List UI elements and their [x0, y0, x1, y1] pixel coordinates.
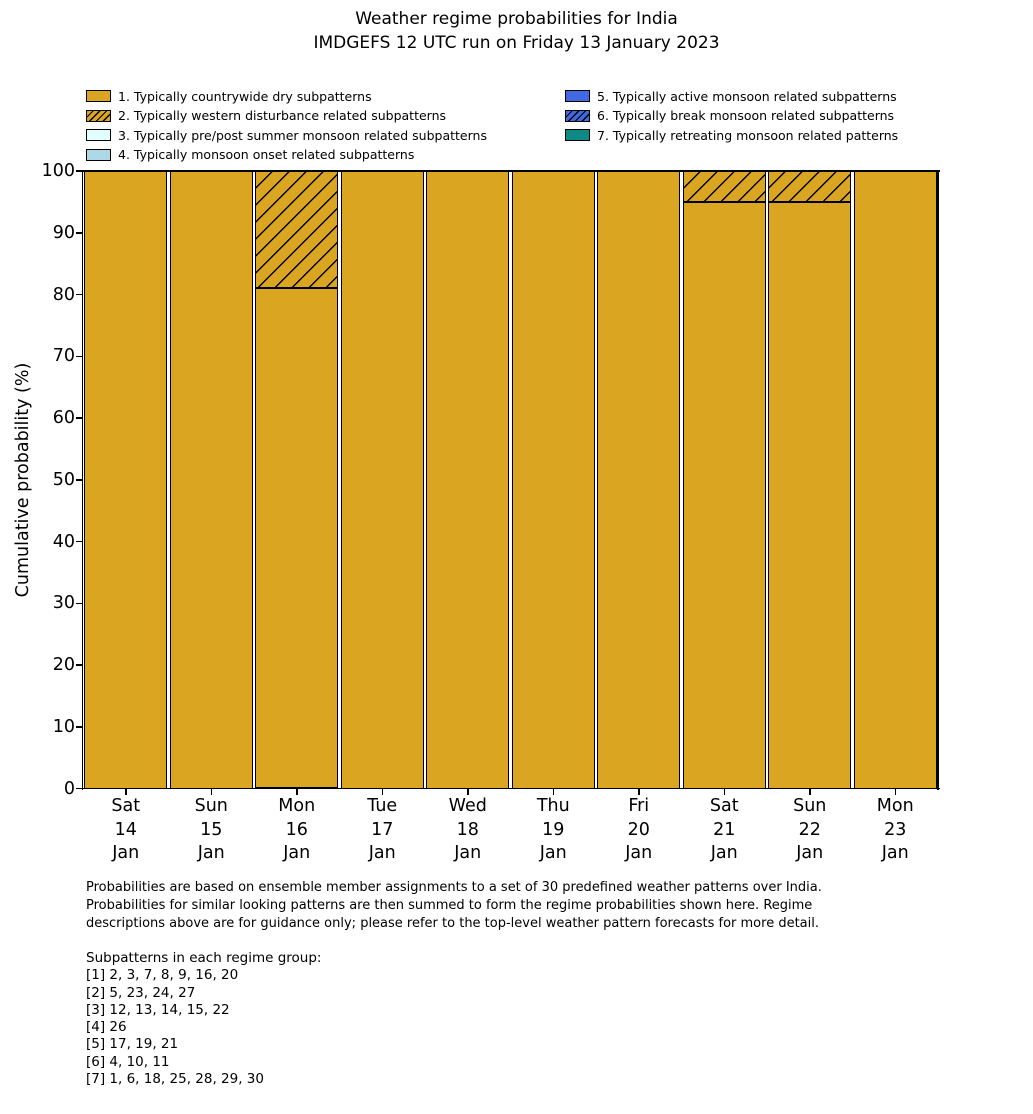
- legend-item: [86, 106, 446, 126]
- bar-segment: [854, 171, 937, 789]
- y-tick-mark: [76, 356, 82, 358]
- x-tick-label: [423, 795, 513, 866]
- legend-swatch: [86, 90, 111, 102]
- x-tick-label-line: Jan: [710, 843, 738, 863]
- x-tick-label-line: Jan: [112, 843, 140, 863]
- y-tick-label: 30: [52, 593, 75, 614]
- x-tick-label-line: 16: [285, 819, 308, 840]
- legend-item-label: 4. Typically monsoon onset related subpatterns: [118, 147, 415, 163]
- x-tick-label-line: Mon: [278, 796, 316, 816]
- x-tick-label: [850, 795, 940, 866]
- x-tick-label-line: Jan: [796, 843, 824, 863]
- subpatterns-entry: [2] 5, 23, 24, 27: [86, 984, 196, 1001]
- subpatterns-heading: Subpatterns in each regime group:: [86, 950, 322, 966]
- subpatterns-entry: [7] 1, 6, 18, 25, 28, 29, 30: [86, 1071, 264, 1088]
- legend-item: [86, 145, 414, 165]
- x-tick-label: [508, 795, 598, 866]
- y-tick-label: 0: [63, 778, 75, 799]
- y-tick-label: 50: [52, 469, 75, 490]
- subpatterns-entry: [5] 17, 19, 21: [86, 1036, 179, 1053]
- x-tick-label-line: Sat: [709, 796, 739, 816]
- y-tick-label: 80: [52, 284, 75, 305]
- y-tick-mark: [76, 726, 82, 728]
- legend-swatch: [86, 149, 111, 161]
- y-axis-label: Cumulative probability (%): [13, 362, 33, 598]
- bar-segment: [597, 171, 680, 789]
- subpatterns-entry: [4] 26: [86, 1019, 127, 1036]
- subpatterns-note: [86, 950, 686, 1088]
- x-tick-label: [252, 795, 342, 866]
- x-tick-label-line: Jan: [197, 843, 225, 863]
- chart-title: Weather regime probabilities for India: [355, 9, 678, 29]
- y-tick-label: 20: [52, 655, 75, 675]
- x-tick-label-line: Mon: [876, 796, 914, 816]
- bar-segment: [768, 171, 851, 202]
- y-tick-mark: [76, 232, 82, 234]
- legend-swatch-hatched: [565, 110, 590, 122]
- bar-segment: [84, 171, 167, 789]
- x-tick-label-line: Jan: [539, 843, 567, 863]
- x-tick-label-line: Jan: [283, 843, 311, 863]
- x-tick-label-line: 17: [371, 819, 394, 840]
- x-tick-label-line: Sat: [111, 796, 141, 816]
- bar-segment: [255, 171, 338, 288]
- legend-item: [86, 86, 372, 106]
- x-tick-label: [337, 795, 427, 866]
- bar-segment: [426, 171, 509, 789]
- bar-segment: [768, 202, 851, 789]
- legend-item: [86, 125, 487, 145]
- footnote-text: [86, 879, 986, 933]
- x-tick-label-line: 14: [114, 819, 137, 840]
- y-tick-mark: [76, 541, 82, 543]
- left-spine: [82, 170, 84, 789]
- x-tick-label-line: Sun: [793, 796, 827, 816]
- x-tick-label-line: Tue: [367, 796, 398, 816]
- y-tick-mark: [76, 294, 82, 296]
- x-tick-label-line: Sun: [194, 796, 228, 816]
- legend-item: [565, 106, 894, 126]
- x-tick-label-line: Fri: [628, 796, 650, 816]
- x-tick-label-line: Jan: [881, 843, 909, 863]
- x-tick-label-line: 19: [542, 819, 565, 840]
- y-tick-mark: [76, 417, 82, 419]
- x-tick-label-line: 23: [884, 819, 907, 840]
- bar-segment: [255, 288, 338, 788]
- right-spine: [937, 170, 939, 789]
- y-tick-label: 60: [52, 408, 75, 428]
- subpatterns-entry: [6] 4, 10, 11: [86, 1053, 170, 1070]
- x-tick-label-line: Wed: [448, 796, 487, 816]
- x-tick-label-line: 15: [200, 819, 223, 840]
- bar-segment: [170, 171, 253, 789]
- bar-segment: [683, 171, 766, 202]
- legend-item: [565, 125, 898, 145]
- x-tick-label-line: 22: [798, 819, 821, 840]
- x-tick-label: [81, 795, 171, 866]
- y-tick-mark: [76, 603, 82, 605]
- y-tick-label: 40: [52, 531, 75, 552]
- x-tick-label-line: Thu: [536, 796, 570, 816]
- y-tick-label: 70: [52, 346, 75, 367]
- y-tick-mark: [76, 479, 82, 481]
- x-tick-label: [166, 795, 256, 866]
- x-tick-label-line: Jan: [454, 843, 482, 863]
- legend-item-label: 3. Typically pre/post summer monsoon related subpatterns: [118, 127, 487, 143]
- y-tick-mark: [76, 664, 82, 666]
- footnote-line: Probabilities are based on ensemble member assignments to a set of 30 predefined weather patterns over India.: [86, 880, 822, 895]
- chart-subtitle: IMDGEFS 12 UTC run on Friday 13 January 2023: [313, 33, 720, 53]
- footnote-line: descriptions above are for guidance only; please refer to the top-level weather pattern forecasts for more detail.: [86, 916, 819, 931]
- legend-item-label: 2. Typically western disturbance related subpatterns: [118, 108, 447, 124]
- legend-item-label: 1. Typically countrywide dry subpatterns: [118, 88, 372, 104]
- legend-swatch: [565, 90, 590, 102]
- x-tick-label: [594, 795, 684, 866]
- y-tick-mark: [76, 170, 82, 172]
- x-tick-label-line: 20: [627, 819, 650, 840]
- x-tick-label: [679, 795, 769, 866]
- y-tick-label: 100: [41, 161, 75, 181]
- legend-swatch-hatched: [86, 110, 111, 122]
- x-tick-label-line: 18: [456, 819, 479, 840]
- bar-segment: [341, 171, 424, 789]
- bar-segment: [683, 202, 766, 789]
- y-tick-label: 90: [52, 222, 75, 243]
- subpatterns-entry: [3] 12, 13, 14, 15, 22: [86, 1001, 230, 1018]
- x-tick-label-line: 21: [713, 819, 736, 840]
- legend-item: [565, 86, 897, 106]
- y-tick-mark: [76, 788, 82, 790]
- x-tick-label-line: Jan: [368, 843, 396, 863]
- footnote-line: Probabilities for similar looking patterns are then summed to form the regime probabilities shown here. Regime: [86, 898, 813, 913]
- legend-swatch: [86, 129, 111, 141]
- x-tick-label-line: Jan: [625, 843, 653, 863]
- legend-swatch: [565, 129, 590, 141]
- x-tick-label: [765, 795, 855, 866]
- legend-item-label: 6. Typically break monsoon related subpatterns: [597, 108, 895, 124]
- bar-segment: [512, 171, 595, 789]
- y-tick-label: 10: [52, 716, 75, 737]
- subpatterns-entry: [1] 2, 3, 7, 8, 9, 16, 20: [86, 967, 239, 984]
- legend-item-label: 5. Typically active monsoon related subpatterns: [597, 88, 897, 104]
- legend-item-label: 7. Typically retreating monsoon related patterns: [597, 127, 899, 143]
